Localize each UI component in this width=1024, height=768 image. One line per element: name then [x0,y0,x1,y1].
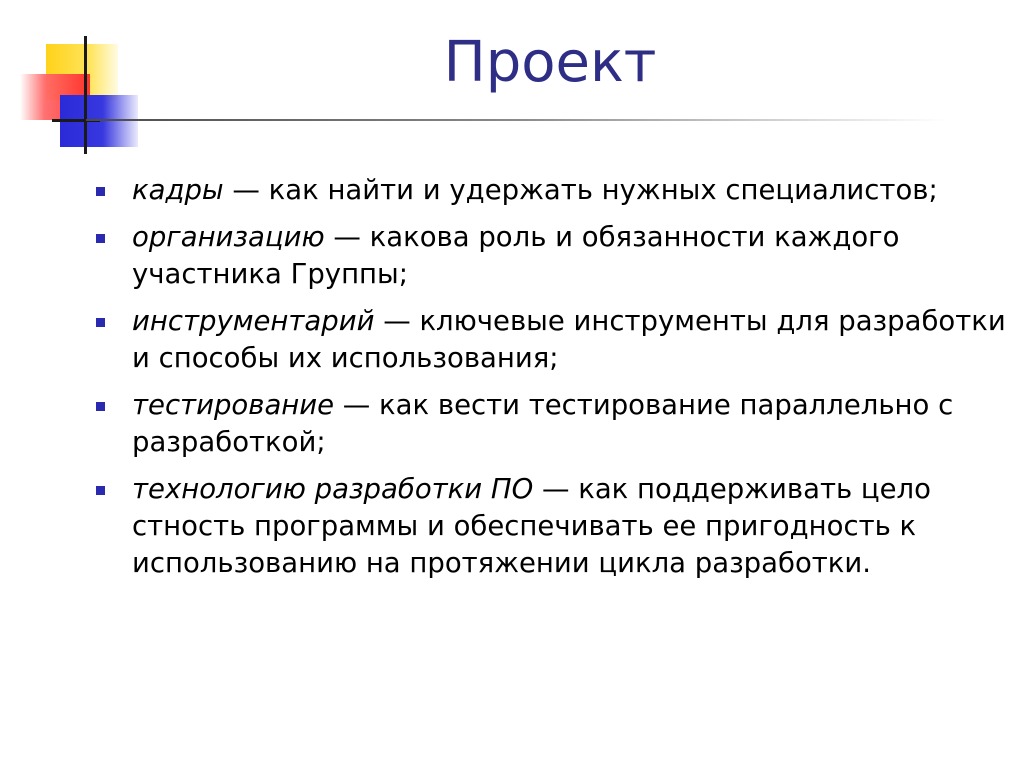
bullet-separator: — [334,389,380,421]
bullet-term: кадры [132,174,224,206]
corner-logo-icon [0,0,160,160]
square-bullet-icon [96,187,105,196]
bullet-separator: — [324,221,370,253]
bullet-term: тестирование [132,389,335,421]
list-item [96,303,1006,377]
square-bullet-icon [96,486,105,495]
bullet-term: инструментарий [132,305,375,337]
bullet-term: технологию разработки ПО [132,473,534,505]
bullet-text: как найти и удержать нужных специалистов; [268,174,938,206]
bullet-text: ключевые инструменты для разработки и способы их использования; [132,305,1006,374]
logo-vertical-line [84,36,87,154]
bullet-text: как поддерживать цело стность программы и обеспечивать ее пригодность к использованию на протяжении цикла разработки. [132,473,931,579]
square-bullet-icon [96,234,105,243]
bullet-text: какова роль и обязанности каждого участника Группы; [132,221,900,290]
list-item [96,219,1006,293]
title-divider [86,119,946,121]
bullet-term: организацию [132,221,325,253]
list-item [96,172,1006,209]
list-item [96,471,1006,582]
bullet-separator: — [533,473,579,505]
list-item [96,387,1006,461]
square-bullet-icon [96,402,105,411]
square-bullet-icon [96,318,105,327]
bullet-separator: — [374,305,420,337]
bullet-list [96,172,1006,592]
bullet-text: как вести тестирование параллельно с разработкой; [132,389,954,458]
slide-title: Проект [443,30,657,95]
bullet-separator: — [223,174,269,206]
